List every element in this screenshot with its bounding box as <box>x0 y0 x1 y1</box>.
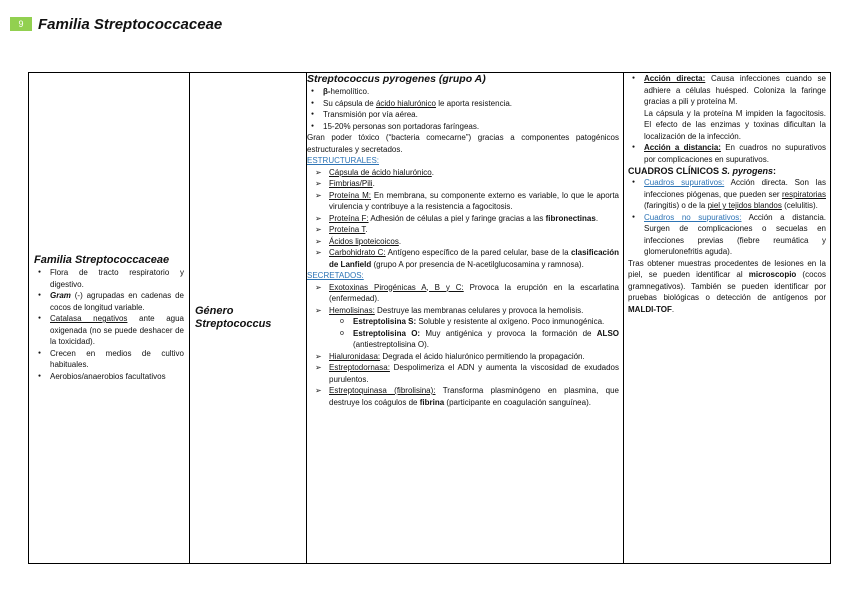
list-item: ● Crecen en medios de cultivo habituales. <box>34 348 184 371</box>
identification-paragraph: Tras obtener muestras procedentes de lesiones en la piel, se pueden identificar al microscopio (cocos gramnegativos). También se pueden identificar por pruebas biológicas o detección de antígenos por MALDI-TOF. <box>628 258 826 314</box>
list-item: ➢ Cápsula de ácido hialurónico. <box>307 167 619 179</box>
list-item: o Estreptolisina S: Soluble y resistente al oxígeno. Poco inmunogénica. <box>329 316 619 328</box>
table-row <box>29 73 831 564</box>
list-item: ➢ Carbohidrato C: Antígeno específico de la pared celular, base de la clasificación de Lanfield (grupo A por presencia de N-acetilglucosamina y ramnosa). <box>307 247 619 270</box>
list-item: ➢ Proteína M: En membrana, su componente externo es variable, lo que le aporta virulencia y contribuye a la resistencia a fagocitosis. <box>307 190 619 213</box>
list-item: ➢ Proteína F: Adhesión de células a piel y faringe gracias a las fibronectinas. <box>307 213 619 225</box>
list-item: o Estreptolisina O: Muy antigénica y provoca la formación de ALSO (antiestreptolisina O). <box>329 328 619 351</box>
list-item: ➢ Hialuronidasa: Degrada el ácido hialurónico permitiendo la propagación. <box>307 351 619 363</box>
list-item: ● 15-20% personas son portadoras faríngeas. <box>307 121 619 133</box>
clinical-heading: CUADROS CLÍNICOS S. pyrogens: <box>628 166 777 176</box>
list-item: ➢ Estreptodornasa: Despolimeriza el ADN y aumenta la viscosidad de exudados purulentos. <box>307 362 619 385</box>
page-header <box>10 14 222 34</box>
species-title: Streptococcus pyrogenes (grupo A) <box>307 73 486 85</box>
structural-list <box>307 167 619 271</box>
clinical-list <box>628 177 826 258</box>
list-item: ● Flora de tracto respiratorio y digestivo. <box>34 267 184 290</box>
list-item: ● Cuadros supurativos: Acción directa. Son las infecciones piógenas, que pueden ser respiratorias (faringitis) o de la piel y tejidos blandos (celulitis). <box>628 177 826 212</box>
secreted-heading: SECRETADOS: <box>307 271 364 280</box>
family-list <box>34 267 184 382</box>
secreted-list <box>307 282 619 409</box>
page-number-badge: 9 <box>10 17 32 31</box>
list-item: ● Gram (-) agrupadas en cadenas de cocos de longitud variable. <box>34 290 184 313</box>
action-list <box>628 73 826 165</box>
content-table <box>28 72 831 564</box>
family-cell <box>29 73 190 564</box>
structural-heading: ESTRUCTURALES: <box>307 156 380 165</box>
hemolysin-list <box>329 316 619 351</box>
species-cell <box>307 73 624 564</box>
list-item: ➢ Proteína T. <box>307 224 619 236</box>
list-item: ➢ Hemolisinas: Destruye las membranas celulares y provoca la hemolisis. o Estreptolisina S: Soluble y resistente al oxígeno. Poco inmunogénica. o Estreptolisina O: Muy antigénica y provoca la formación de ALSO (antiestreptolisina O). <box>307 305 619 351</box>
list-item: ● Catalasa negativos ante agua oxigenada (no se puede deshacer de la toxicidad). <box>34 313 184 348</box>
list-item: ➢ Estreptoquinasa (fibrolisina): Transforma plasminógeno en plasmina, que destruye los coágulos de fibrina (participante en coagulación sanguínea). <box>307 385 619 408</box>
list-item: ➢ Fimbrias/Pili. <box>307 178 619 190</box>
page-title: Familia Streptococcaceae <box>38 15 223 33</box>
species-bullets <box>307 86 619 132</box>
family-title: Familia Streptococcaceae <box>34 254 170 266</box>
list-item: ➢ Exotoxinas Pirogénicas A, B y C: Provoca la erupción en la escarlatina (enfermedad). <box>307 282 619 305</box>
genus-title: Género Streptococcus <box>195 305 272 330</box>
list-item: ● Acción a distancia: En cuadros no supurativos por complicaciones en supurativos. <box>628 142 826 165</box>
clinical-cell <box>624 73 831 564</box>
list-item: ➢ Ácidos lipoteicoicos. <box>307 236 619 248</box>
list-item: ● Aerobios/anaerobios facultativos <box>34 371 184 383</box>
list-item: ● Cuadros no supurativos: Acción a distancia. Surgen de complicaciones o secuelas en infecciones previas (fiebre reumática y glomerulonefritis aguda). <box>628 212 826 258</box>
toxicity-paragraph: Gran poder tóxico (“bacteria comecarne”) gracias a componentes patogénicos estructurales y secretados. <box>307 133 619 154</box>
genus-cell <box>190 73 307 564</box>
list-item: ● Acción directa: Causa infecciones cuando se adhiere a células huésped. Coloniza la faringe gracias a pili y proteína M. La cápsula y la proteína M impiden la fagocitosis. El efecto de las enzimas y toxinas dificultan la localización de la infección. <box>628 73 826 142</box>
list-item: ● Su cápsula de ácido hialurónico le aporta resistencia. <box>307 98 619 110</box>
list-item: ● β-hemolítico. <box>307 86 619 98</box>
list-item: ● Transmisión por vía aérea. <box>307 109 619 121</box>
